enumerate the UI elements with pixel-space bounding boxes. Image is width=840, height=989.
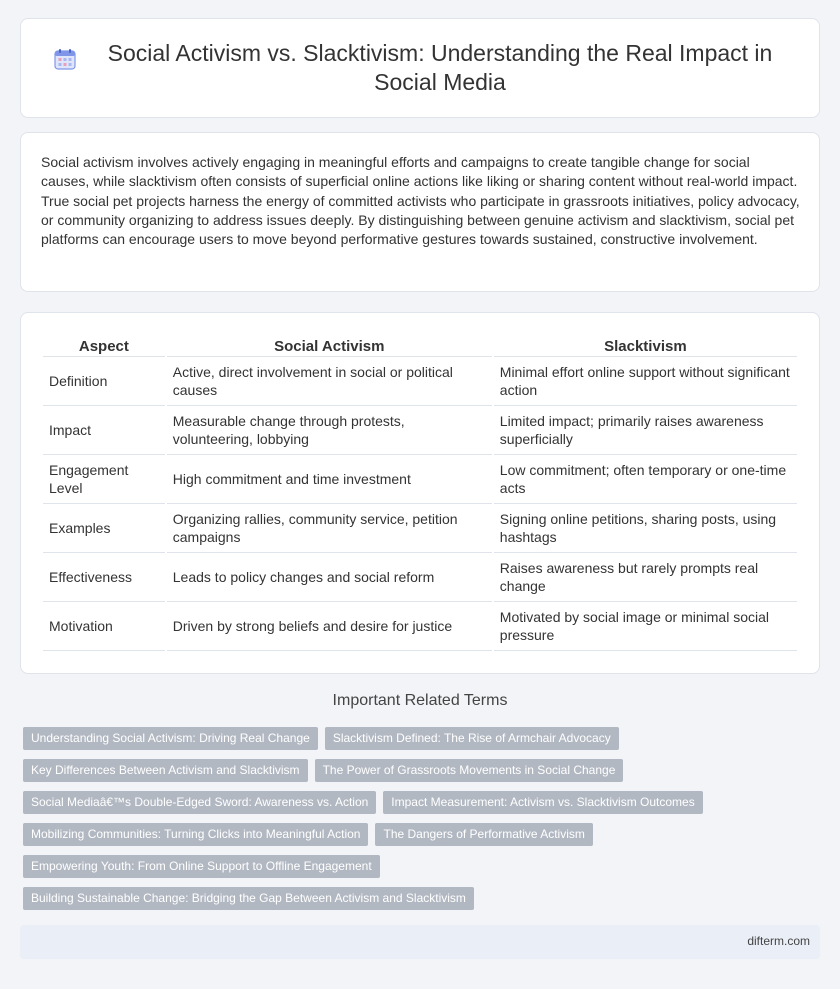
table-cell: Effectiveness	[43, 553, 165, 602]
table-row	[43, 357, 797, 406]
related-terms-title: Important Related Terms	[332, 692, 508, 709]
intro-paragraph: Social activism involves actively engaging in meaningful efforts and campaigns to create tangible change for social causes, while slacktivism often consists of superficial online actions like liking or sharing content without real-world impact. True social pet projects harness the energy of committed activists who participate in grassroots initiatives, policy advocacy, or community organizing to address issues deeply. By distinguishing between genuine activism and slacktivism, social pet platforms can encourage users to move beyond performative gestures towards sustained, constructive involvement.	[41, 154, 800, 248]
comparison-table	[41, 333, 799, 651]
table-row	[43, 602, 797, 651]
related-term-tag[interactable]: Understanding Social Activism: Driving Real Change	[23, 727, 318, 750]
intro-card	[20, 132, 820, 292]
header-card	[20, 18, 820, 118]
table-cell: Motivation	[43, 602, 165, 651]
related-term-tag[interactable]: The Power of Grassroots Movements in Social Change	[315, 759, 624, 782]
table-row	[43, 455, 797, 504]
page-title: Social Activism vs. Slacktivism: Understanding the Real Impact in Social Media	[107, 40, 773, 95]
table-cell: Active, direct involvement in social or political causes	[167, 357, 492, 406]
related-term-tag[interactable]: Key Differences Between Activism and Slacktivism	[23, 759, 308, 782]
table-cell: Minimal effort online support without significant action	[494, 357, 797, 406]
footer-site-link[interactable]: difterm.com	[747, 934, 810, 948]
table-cell: Impact	[43, 406, 165, 455]
table-row	[43, 553, 797, 602]
table-cell: Driven by strong beliefs and desire for justice	[167, 602, 492, 651]
table-cell: Signing online petitions, sharing posts, using hashtags	[494, 504, 797, 553]
header-slacktivism: Slacktivism	[494, 333, 797, 357]
table-cell: Motivated by social image or minimal social pressure	[494, 602, 797, 651]
table-cell: Engagement Level	[43, 455, 165, 504]
header-social-activism: Social Activism	[167, 333, 492, 357]
table-row	[43, 406, 797, 455]
table-cell: Limited impact; primarily raises awareness superficially	[494, 406, 797, 455]
table-cell: Leads to policy changes and social reform	[167, 553, 492, 602]
table-cell: Organizing rallies, community service, petition campaigns	[167, 504, 492, 553]
related-term-tag[interactable]: Building Sustainable Change: Bridging the Gap Between Activism and Slacktivism	[23, 887, 474, 910]
table-cell: Examples	[43, 504, 165, 553]
related-term-tag[interactable]: The Dangers of Performative Activism	[375, 823, 592, 846]
related-term-tag[interactable]: Mobilizing Communities: Turning Clicks into Meaningful Action	[23, 823, 368, 846]
table-cell: Measurable change through protests, volunteering, lobbying	[167, 406, 492, 455]
header-aspect: Aspect	[43, 333, 165, 357]
comparison-table-card	[20, 312, 820, 674]
related-terms-list	[23, 727, 803, 910]
table-cell: High commitment and time investment	[167, 455, 492, 504]
related-term-tag[interactable]: Empowering Youth: From Online Support to Offline Engagement	[23, 855, 380, 878]
table-cell: Definition	[43, 357, 165, 406]
table-cell: Raises awareness but rarely prompts real change	[494, 553, 797, 602]
table-row	[43, 504, 797, 553]
footer	[20, 925, 820, 959]
related-term-tag[interactable]: Impact Measurement: Activism vs. Slacktivism Outcomes	[383, 791, 702, 814]
related-term-tag[interactable]: Social Mediaâ€™s Double-Edged Sword: Awareness vs. Action	[23, 791, 376, 814]
table-header-row	[43, 333, 797, 357]
related-term-tag[interactable]: Slacktivism Defined: The Rise of Armchair Advocacy	[325, 727, 619, 750]
table-cell: Low commitment; often temporary or one-time acts	[494, 455, 797, 504]
